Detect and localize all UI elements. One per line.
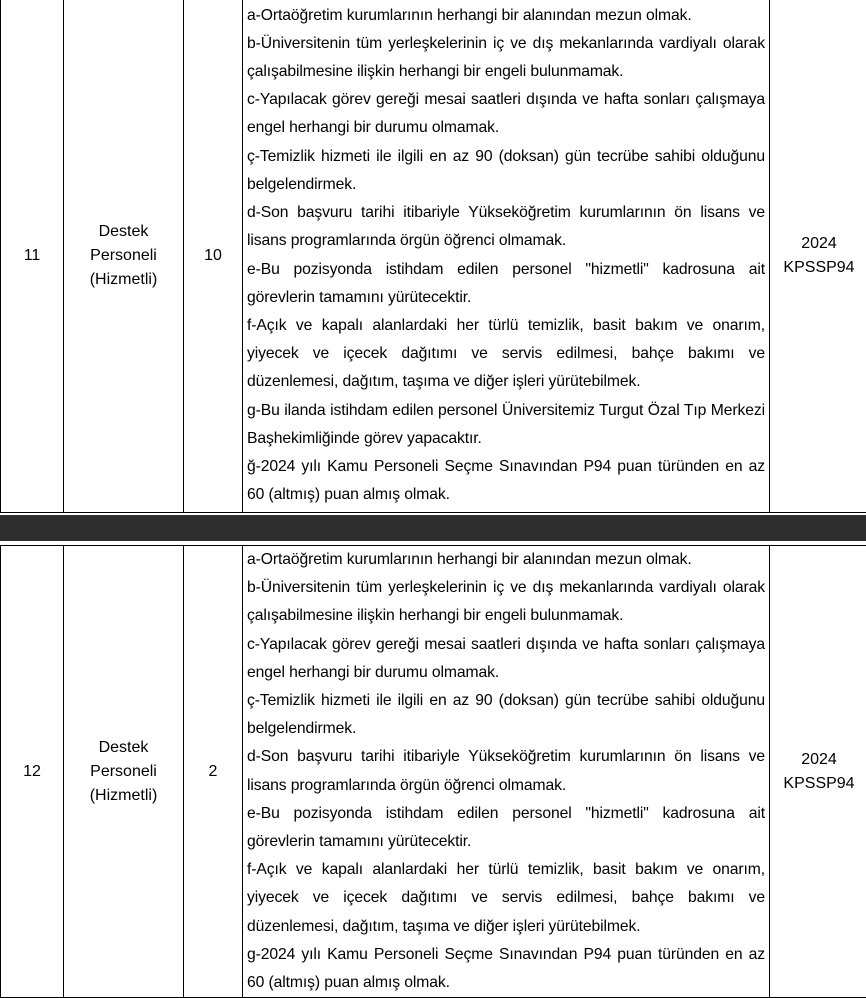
exam-code: KPSSP94 (770, 256, 866, 280)
exam-year: 2024 (770, 748, 866, 772)
position-line-2: (Hizmetli) (64, 784, 183, 808)
requirement-item: ğ-2024 yılı Kamu Personeli Seçme Sınavından P94 puan türünden en az 60 (altmış) puan almış olmak. (247, 453, 765, 509)
row-number: 11 (1, 0, 64, 513)
requirement-item: e-Bu pozisyonda istihdam edilen personel "hizmetli" kadrosuna ait görevlerin tamamını yürütecektir. (247, 800, 765, 856)
position-count: 10 (184, 0, 243, 513)
requirement-item: g-Bu ilanda istihdam edilen personel Üniversitemiz Turgut Özal Tıp Merkezi Başhekimliğinde görev yapacaktır. (247, 397, 765, 453)
requirement-item: c-Yapılacak görev gereği mesai saatleri dışında ve hafta sonları çalışmaya engel herhangi bir durumu olmamak. (247, 631, 765, 687)
position-line-2: (Hizmetli) (64, 268, 183, 292)
requirement-item: c-Yapılacak görev gereği mesai saatleri dışında ve hafta sonları çalışmaya engel herhangi bir durumu olmamak. (247, 86, 765, 142)
requirement-item: e-Bu pozisyonda istihdam edilen personel "hizmetli" kadrosuna ait görevlerin tamamını yürütecektir. (247, 256, 765, 312)
requirements-cell (243, 546, 770, 998)
exam-code: KPSSP94 (770, 772, 866, 796)
position-count: 2 (184, 546, 243, 998)
exam-type (770, 0, 866, 513)
requirement-item: ç-Temizlik hizmeti ile ilgili en az 90 (doksan) gün tecrübe sahibi olduğunu belgelendirmek. (247, 143, 765, 199)
requirement-item: b-Üniversitenin tüm yerleşkelerinin iç ve dış mekanlarında vardiyalı olarak çalışabilmesine ilişkin herhangi bir engeli bulunmamak. (247, 30, 765, 86)
page-divider-bar (0, 515, 866, 541)
requirement-item: f-Açık ve kapalı alanlardaki her türlü temizlik, basit bakım ve onarım, yiyecek ve içecek dağıtımı ve servis edilmesi, bahçe bakımı ve düzenlemesi, dağıtım, taşıma ve diğer işleri yürütebilmek. (247, 856, 765, 941)
exam-type (770, 546, 866, 998)
requirement-item: a-Ortaöğretim kurumlarının herhangi bir alanından mezun olmak. (247, 546, 765, 574)
position-line-1: Destek Personeli (64, 736, 183, 784)
position-line-1: Destek Personeli (64, 220, 183, 268)
requirement-item: a-Ortaöğretim kurumlarının herhangi bir alanından mezun olmak. (247, 2, 765, 30)
position-title (64, 0, 184, 513)
row-number: 12 (1, 546, 64, 998)
requirement-item: f-Açık ve kapalı alanlardaki her türlü temizlik, basit bakım ve onarım, yiyecek ve içecek dağıtımı ve servis edilmesi, bahçe bakımı ve düzenlemesi, dağıtım, taşıma ve diğer işleri yürütebilmek. (247, 312, 765, 397)
requirement-item: b-Üniversitenin tüm yerleşkelerinin iç ve dış mekanlarında vardiyalı olarak çalışabilmesine ilişkin herhangi bir engeli bulunmamak. (247, 574, 765, 630)
requirement-item: d-Son başvuru tarihi itibariyle Yükseköğretim kurumlarının ön lisans ve lisans programlarında örgün öğrenci olmamak. (247, 743, 765, 799)
table-block-row-12 (0, 545, 866, 998)
requirement-item: d-Son başvuru tarihi itibariyle Yükseköğretim kurumlarının ön lisans ve lisans programlarında örgün öğrenci olmamak. (247, 199, 765, 255)
exam-year: 2024 (770, 232, 866, 256)
table-row (1, 0, 866, 513)
table-row (1, 546, 866, 998)
requirements-cell (243, 0, 770, 513)
position-title (64, 546, 184, 998)
requirement-item: ç-Temizlik hizmeti ile ilgili en az 90 (doksan) gün tecrübe sahibi olduğunu belgelendirmek. (247, 687, 765, 743)
position-table (0, 545, 866, 998)
requirement-item: g-2024 yılı Kamu Personeli Seçme Sınavından P94 puan türünden en az 60 (altmış) puan almış olmak. (247, 941, 765, 997)
